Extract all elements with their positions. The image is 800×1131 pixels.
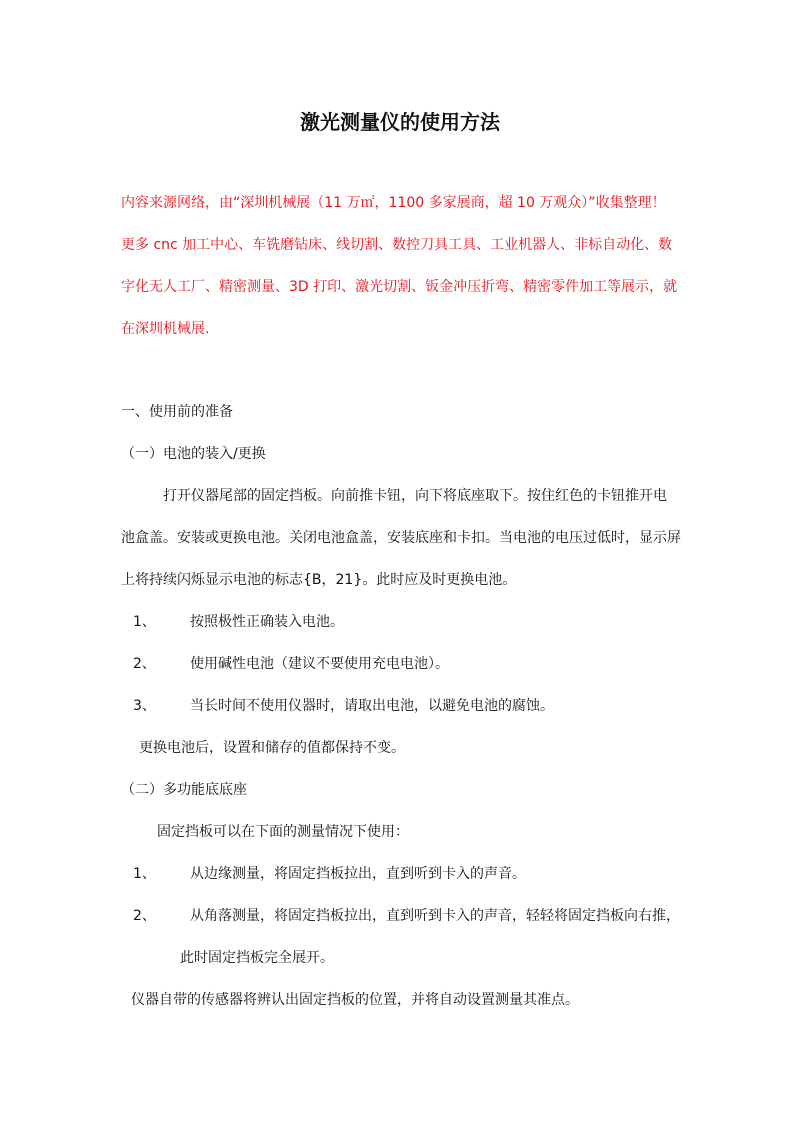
subsection-heading-1: （一）电池的装入/更换 bbox=[121, 446, 266, 462]
intro-line-4: 在深圳机械展. bbox=[121, 321, 210, 337]
list-1-item-3: 当长时间不使用仪器时，请取出电池，以避免电池的腐蚀。 bbox=[190, 698, 554, 714]
list-1-number-2: 2、 bbox=[133, 656, 156, 672]
list-2-item-2-continued: 此时固定挡板完全展开。 bbox=[180, 950, 334, 966]
intro-line-2: 更多 cnc 加工中心、车铣磨钻床、线切割、数控刀具工具、工业机器人、非标自动化、数 bbox=[121, 237, 673, 253]
list-2-number-1: 1、 bbox=[133, 866, 156, 882]
section-heading-1: 一、使用前的准备 bbox=[121, 404, 233, 420]
note-2: 仪器自带的传感器将辨认出固定挡板的位置，并将自动设置测量其准点。 bbox=[131, 992, 579, 1008]
intro-line-1: 内容来源网络，由“深圳机械展（11 万㎡，1100 多家展商，超 10 万观众）”收集整理！ bbox=[121, 195, 666, 211]
note-1: 更换电池后，设置和储存的值都保持不变。 bbox=[139, 740, 405, 756]
paragraph-2: 固定挡板可以在下面的测量情况下使用： bbox=[157, 824, 409, 840]
list-2-item-1: 从边缘测量，将固定挡板拉出，直到听到卡入的声音。 bbox=[190, 866, 526, 882]
list-2-item-2: 从角落测量，将固定挡板拉出，直到听到卡入的声音，轻轻将固定挡板向右推， bbox=[190, 908, 680, 924]
list-2-number-2: 2、 bbox=[133, 908, 156, 924]
doc-title: 激光测量仪的使用方法 bbox=[300, 110, 500, 134]
subsection-heading-2: （二）多功能底底座 bbox=[121, 782, 247, 798]
list-1-number-3: 3、 bbox=[133, 698, 156, 714]
paragraph-1-line-3: 上将持续闪烁显示电池的标志{B，21}。此时应及时更换电池。 bbox=[121, 572, 517, 588]
list-1-number-1: 1、 bbox=[133, 614, 156, 630]
list-1-item-2: 使用碱性电池（建议不要使用充电电池）。 bbox=[190, 656, 449, 672]
paragraph-1-line-2: 池盒盖。安装或更换电池。关闭电池盒盖，安装底座和卡扣。当电池的电压过低时，显示屏 bbox=[121, 530, 681, 546]
list-1-item-1: 按照极性正确装入电池。 bbox=[190, 614, 344, 630]
paragraph-1-line-1: 打开仪器尾部的固定挡板。向前推卡钮，向下将底座取下。按住红色的卡钮推开电 bbox=[163, 488, 667, 504]
intro-line-3: 字化无人工厂、精密测量、3D 打印、激光切割、钣金冲压折弯、精密零件加工等展示，就 bbox=[121, 279, 678, 295]
